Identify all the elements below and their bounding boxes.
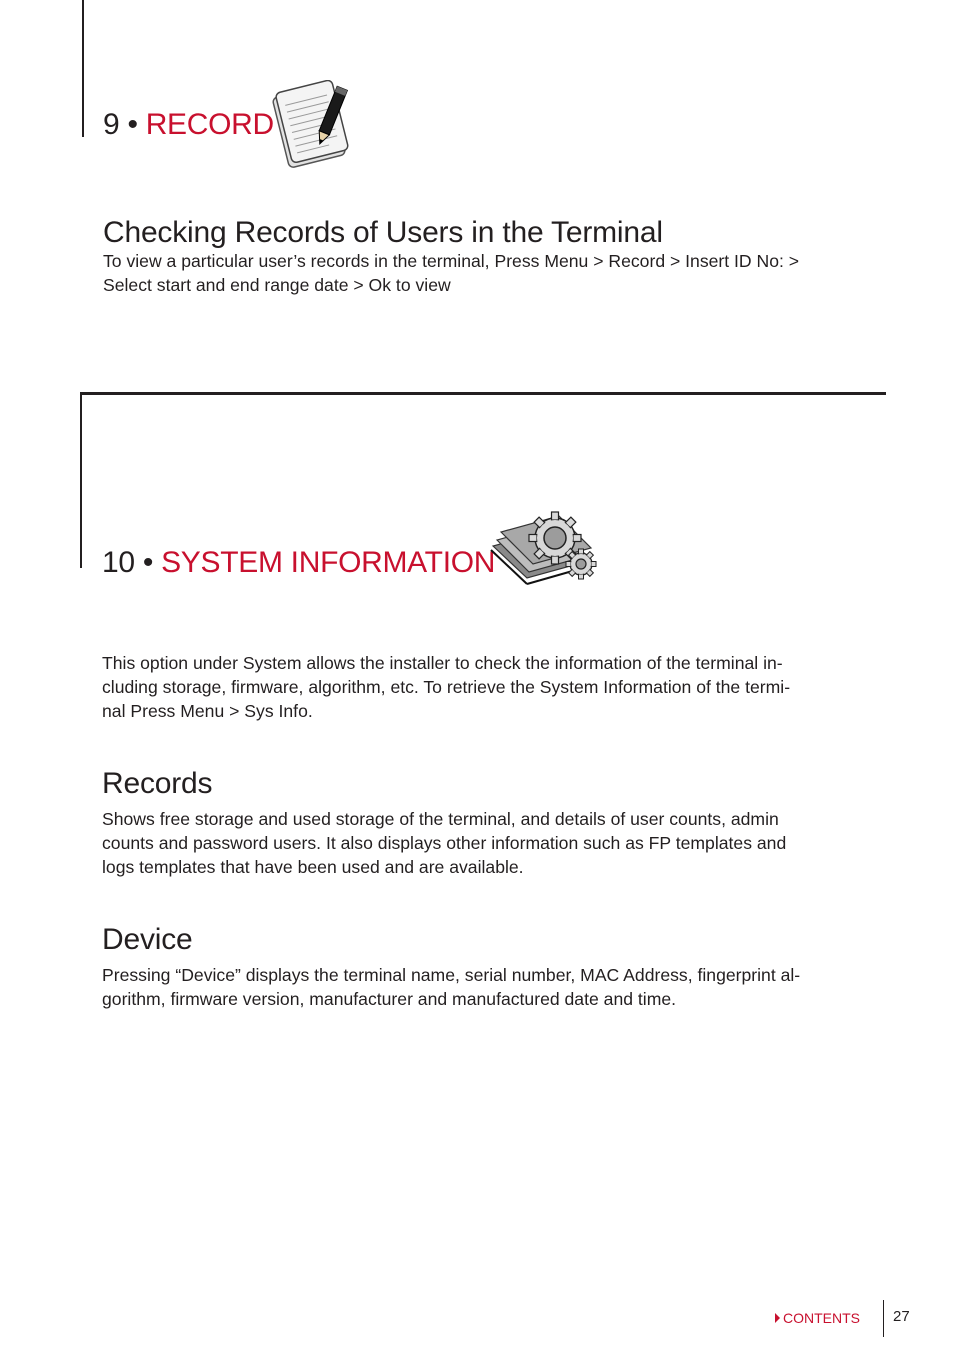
records-heading: Records xyxy=(102,767,213,800)
text-line: counts and password users. It also displays other information such as FP templates and xyxy=(102,833,787,853)
contents-link-label: CONTENTS xyxy=(783,1310,860,1326)
checking-records-heading: Checking Records of Users in the Terminal xyxy=(103,216,663,249)
text-line: This option under System allows the installer to check the information of the terminal in- xyxy=(102,653,783,673)
section-divider xyxy=(80,392,886,395)
page-number: 27 xyxy=(893,1308,910,1325)
section-title-text: SYSTEM INFORMATION xyxy=(161,546,496,579)
text-line: gorithm, firmware version, manufacturer and manufactured date and time. xyxy=(102,989,677,1009)
text-line: Shows free storage and used storage of the terminal, and details of user counts, admin xyxy=(102,809,779,829)
text-line: cluding storage, firmware, algorithm, etc. To retrieve the System Information of the termi- xyxy=(102,677,791,697)
section-bullet: • xyxy=(142,546,154,579)
records-text xyxy=(102,807,860,879)
footer-divider xyxy=(883,1300,884,1337)
play-triangle-icon xyxy=(775,1313,780,1323)
section-10-title xyxy=(102,546,495,580)
text-line: logs templates that have been used and are available. xyxy=(102,857,524,877)
text-line: To view a particular user’s records in the terminal, Press Menu > Record > Insert ID No: > xyxy=(103,251,800,271)
section-9-rule xyxy=(82,0,84,137)
section-bullet: • xyxy=(127,108,138,141)
section-number: 10 xyxy=(102,546,135,579)
section-10-rule xyxy=(80,392,82,568)
notepad-pencil-icon xyxy=(264,80,356,172)
device-text xyxy=(102,963,860,1011)
section-number: 9 xyxy=(103,108,120,141)
section-9-title xyxy=(103,108,274,142)
section-title-text: RECORD xyxy=(145,108,274,141)
system-info-intro xyxy=(102,651,860,723)
text-line: Pressing “Device” displays the terminal name, serial number, MAC Address, fingerprint al- xyxy=(102,965,801,985)
checking-records-text xyxy=(103,249,861,297)
device-heading: Device xyxy=(102,923,193,956)
folder-gears-icon xyxy=(487,506,601,590)
text-line: Select start and end range date > Ok to view xyxy=(103,275,451,295)
text-line: nal Press Menu > Sys Info. xyxy=(102,701,313,721)
contents-link[interactable] xyxy=(775,1310,860,1326)
